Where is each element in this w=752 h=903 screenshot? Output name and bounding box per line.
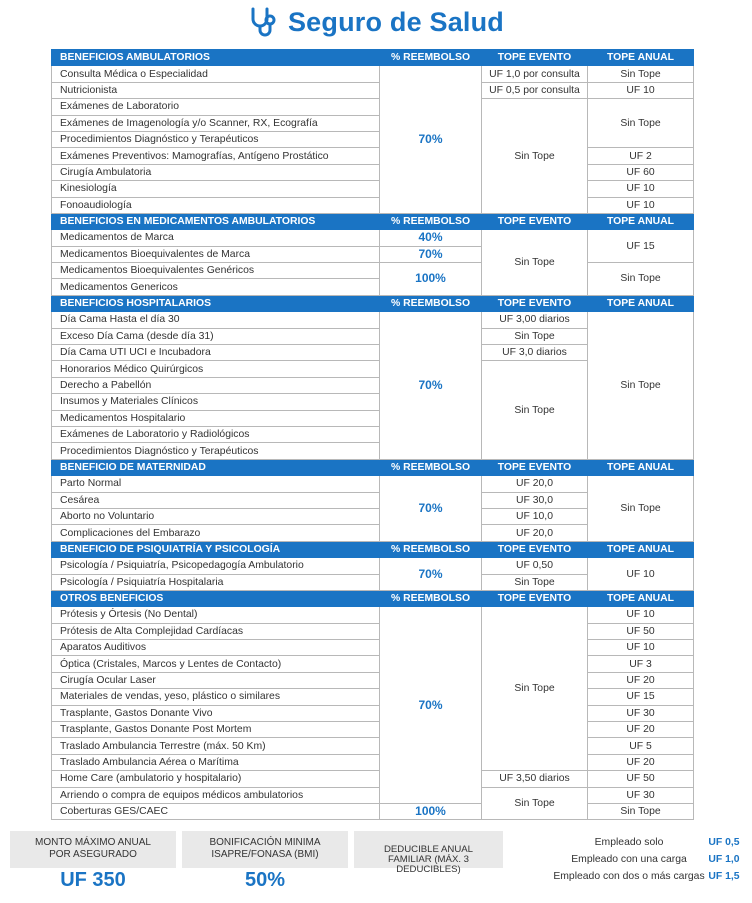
reembolso-value: 70% xyxy=(380,607,482,804)
section-header xyxy=(52,213,694,229)
tope-anual-value: UF 5 xyxy=(588,738,694,754)
tope-anual-value: Sin Tope xyxy=(588,99,694,148)
tope-evento-value: Sin Tope xyxy=(482,328,588,344)
tope-anual-value: UF 50 xyxy=(588,771,694,787)
column-header-reembolso: % REEMBOLSO xyxy=(380,459,482,475)
column-header-tope-evento: TOPE EVENTO xyxy=(482,541,588,557)
tope-evento-value: UF 0,5 por consulta xyxy=(482,82,588,98)
tope-anual-value: UF 10 xyxy=(588,82,694,98)
column-header-tope-anual: TOPE ANUAL xyxy=(588,459,694,475)
column-header-tope-anual: TOPE ANUAL xyxy=(588,590,694,606)
tope-evento-value: UF 20,0 xyxy=(482,476,588,492)
tope-anual-value: UF 3 xyxy=(588,656,694,672)
table-row xyxy=(52,66,694,82)
column-header-tope-anual: TOPE ANUAL xyxy=(588,50,694,66)
tope-anual-value: UF 10 xyxy=(588,181,694,197)
column-header-reembolso: % REEMBOLSO xyxy=(380,541,482,557)
monto-maximo-label: MONTO MÁXIMO ANUAL POR ASEGURADO xyxy=(35,837,151,860)
tope-anual-value: UF 60 xyxy=(588,164,694,180)
benefit-label: Exámenes Preventivos: Mamografías, Antígeno Prostático xyxy=(52,148,380,164)
reembolso-value: 70% xyxy=(380,476,482,542)
benefit-label: Medicamentos Genericos xyxy=(52,279,380,295)
benefit-label: Medicamentos Hospitalario xyxy=(52,410,380,426)
bonificacion-value: 50% xyxy=(244,869,286,891)
deducible-row-label: Empleado con dos o más cargas xyxy=(553,871,705,882)
tope-anual-value: UF 10 xyxy=(588,607,694,623)
benefit-label: Prótesis y Órtesis (No Dental) xyxy=(52,607,380,623)
bonificacion-box xyxy=(182,831,348,891)
deducible-row-value: UF 0,5 xyxy=(708,837,740,848)
benefit-label: Traslado Ambulancia Terrestre (máx. 50 Km) xyxy=(52,738,380,754)
table-row xyxy=(52,164,694,180)
column-header-reembolso: % REEMBOLSO xyxy=(380,50,482,66)
benefit-label: Traslado Ambulancia Aérea o Marítima xyxy=(52,754,380,770)
column-header-tope-evento: TOPE EVENTO xyxy=(482,295,588,311)
deducible-box xyxy=(354,831,503,875)
column-header-tope-evento: TOPE EVENTO xyxy=(482,590,588,606)
column-header-tope-evento: TOPE EVENTO xyxy=(482,459,588,475)
table-row xyxy=(52,230,694,246)
reembolso-value: 70% xyxy=(380,558,482,591)
tope-evento-value: UF 3,0 diarios xyxy=(482,345,588,361)
section-header xyxy=(52,541,694,557)
benefit-label: Materiales de vendas, yeso, plástico o similares xyxy=(52,689,380,705)
benefit-label: Honorarios Médico Quirúrgicos xyxy=(52,361,380,377)
deducible-label: DEDUCIBLE ANUAL FAMILIAR (MÁX. 3 DEDUCIBLES) xyxy=(383,844,474,875)
table-row xyxy=(52,558,694,574)
table-row xyxy=(52,689,694,705)
benefit-label: Complicaciones del Embarazo xyxy=(52,525,380,541)
reembolso-value: 70% xyxy=(380,66,482,214)
benefit-label: Prótesis de Alta Complejidad Cardíacas xyxy=(52,623,380,639)
column-header-tope-anual: TOPE ANUAL xyxy=(588,541,694,557)
tope-anual-value: UF 15 xyxy=(588,230,694,263)
reembolso-value: 100% xyxy=(380,803,482,819)
deducible-row-value: UF 1,0 xyxy=(708,854,740,865)
tope-anual-value: UF 15 xyxy=(588,689,694,705)
table-row xyxy=(52,476,694,492)
table-row xyxy=(52,312,694,328)
monto-maximo-box xyxy=(10,831,176,891)
page-title: Seguro de Salud xyxy=(287,6,505,37)
benefit-label: Exámenes de Laboratorio y Radiológicos xyxy=(52,426,380,442)
tope-anual-value: UF 30 xyxy=(588,705,694,721)
benefit-label: Procedimientos Diagnóstico y Terapéuticos xyxy=(52,443,380,459)
section-header xyxy=(52,590,694,606)
benefit-label: Parto Normal xyxy=(52,476,380,492)
deducible-row xyxy=(516,871,742,887)
page-header xyxy=(0,4,752,40)
benefit-label: Óptica (Cristales, Marcos y Lentes de Contacto) xyxy=(52,656,380,672)
benefit-label: Aborto no Voluntario xyxy=(52,508,380,524)
section-title: BENEFICIOS AMBULATORIOS xyxy=(52,50,380,66)
table-row xyxy=(52,148,694,164)
benefit-label: Arriendo o compra de equipos médicos ambulatorios xyxy=(52,787,380,803)
reembolso-value: 70% xyxy=(380,312,482,460)
benefit-label: Exceso Día Cama (desde día 31) xyxy=(52,328,380,344)
benefit-label: Medicamentos Bioequivalentes de Marca xyxy=(52,246,380,262)
table-row xyxy=(52,640,694,656)
tope-evento-value: UF 1,0 por consulta xyxy=(482,66,588,82)
column-header-reembolso: % REEMBOLSO xyxy=(380,590,482,606)
column-header-tope-anual: TOPE ANUAL xyxy=(588,295,694,311)
tope-anual-value: UF 2 xyxy=(588,148,694,164)
reembolso-value: 100% xyxy=(380,263,482,296)
benefit-label: Home Care (ambulatorio y hospitalario) xyxy=(52,771,380,787)
benefit-label: Kinesiología xyxy=(52,181,380,197)
benefit-label: Exámenes de Laboratorio xyxy=(52,99,380,115)
deducible-row xyxy=(516,854,742,870)
tope-anual-value: UF 20 xyxy=(588,672,694,688)
benefit-label: Aparatos Auditivos xyxy=(52,640,380,656)
tope-anual-value: UF 10 xyxy=(588,640,694,656)
tope-evento-value: Sin Tope xyxy=(482,607,588,771)
benefit-label: Insumos y Materiales Clínicos xyxy=(52,394,380,410)
tope-evento-value: UF 3,50 diarios xyxy=(482,771,588,787)
tope-evento-value: Sin Tope xyxy=(482,99,588,214)
benefit-label: Procedimientos Diagnóstico y Terapéuticos xyxy=(52,131,380,147)
bonificacion-label: BONIFICACIÓN MINIMA ISAPRE/FONASA (BMI) xyxy=(209,837,321,860)
deducible-table xyxy=(509,831,742,882)
tope-evento-value: Sin Tope xyxy=(482,787,588,820)
tope-anual-value: Sin Tope xyxy=(588,263,694,296)
benefit-label: Cesárea xyxy=(52,492,380,508)
benefit-label: Medicamentos de Marca xyxy=(52,230,380,246)
section-title: OTROS BENEFICIOS xyxy=(52,590,380,606)
section-title: BENEFICIOS EN MEDICAMENTOS AMBULATORIOS xyxy=(52,213,380,229)
benefit-label: Día Cama Hasta el día 30 xyxy=(52,312,380,328)
section-header xyxy=(52,50,694,66)
tope-anual-value: UF 10 xyxy=(588,197,694,213)
benefit-label: Consulta Médica o Especialidad xyxy=(52,66,380,82)
table-row xyxy=(52,197,694,213)
column-header-tope-evento: TOPE EVENTO xyxy=(482,50,588,66)
tope-evento-value: UF 0,50 xyxy=(482,558,588,574)
table-row xyxy=(52,82,694,98)
monto-maximo-value: UF 350 xyxy=(60,869,126,891)
table-row xyxy=(52,705,694,721)
deducible-row xyxy=(516,837,742,853)
deducible-row-label: Empleado solo xyxy=(594,837,664,848)
tope-evento-value: Sin Tope xyxy=(482,574,588,590)
column-header-reembolso: % REEMBOLSO xyxy=(380,213,482,229)
tope-evento-value: UF 20,0 xyxy=(482,525,588,541)
table-row xyxy=(52,672,694,688)
benefit-label: Derecho a Pabellón xyxy=(52,377,380,393)
benefit-label: Fonoaudiología xyxy=(52,197,380,213)
tope-anual-value: UF 30 xyxy=(588,787,694,803)
benefit-label: Nutricionista xyxy=(52,82,380,98)
table-row xyxy=(52,623,694,639)
table-row xyxy=(52,803,694,819)
section-title: BENEFICIOS HOSPITALARIOS xyxy=(52,295,380,311)
tope-anual-value: UF 50 xyxy=(588,623,694,639)
tope-evento-value: UF 3,00 diarios xyxy=(482,312,588,328)
deducible-row-value: UF 1,5 xyxy=(708,871,740,882)
benefit-label: Psicología / Psiquiatría, Psicopedagogía Ambulatorio xyxy=(52,558,380,574)
stethoscope-icon xyxy=(248,6,278,38)
table-row xyxy=(52,656,694,672)
benefits-table xyxy=(51,49,694,820)
benefit-label: Exámenes de Imagenología y/o Scanner, RX, Ecografía xyxy=(52,115,380,131)
reembolso-value: 70% xyxy=(380,246,482,262)
section-header xyxy=(52,295,694,311)
tope-anual-value: Sin Tope xyxy=(588,476,694,542)
table-row xyxy=(52,181,694,197)
section-title: BENEFICIO DE PSIQUIATRÍA Y PSICOLOGÍA xyxy=(52,541,380,557)
table-row xyxy=(52,722,694,738)
benefit-label: Medicamentos Bioequivalentes Genéricos xyxy=(52,263,380,279)
tope-evento-value: UF 30,0 xyxy=(482,492,588,508)
tope-anual-value: Sin Tope xyxy=(588,66,694,82)
table-row xyxy=(52,607,694,623)
benefit-label: Cirugía Ambulatoria xyxy=(52,164,380,180)
benefit-label: Psicología / Psiquiatría Hospitalaria xyxy=(52,574,380,590)
deducible-row-label: Empleado con una carga xyxy=(571,854,687,865)
table-row xyxy=(52,738,694,754)
tope-evento-value: Sin Tope xyxy=(482,361,588,459)
tope-evento-value: Sin Tope xyxy=(482,230,588,296)
tope-anual-value: Sin Tope xyxy=(588,803,694,819)
benefit-label: Trasplante, Gastos Donante Vivo xyxy=(52,705,380,721)
table-row xyxy=(52,771,694,787)
benefit-label: Día Cama UTI UCI e Incubadora xyxy=(52,345,380,361)
table-row xyxy=(52,754,694,770)
benefit-label: Coberturas GES/CAEC xyxy=(52,803,380,819)
section-header xyxy=(52,459,694,475)
table-row xyxy=(52,99,694,115)
benefit-label: Trasplante, Gastos Donante Post Mortem xyxy=(52,722,380,738)
section-title: BENEFICIO DE MATERNIDAD xyxy=(52,459,380,475)
column-header-tope-evento: TOPE EVENTO xyxy=(482,213,588,229)
table-row xyxy=(52,787,694,803)
column-header-tope-anual: TOPE ANUAL xyxy=(588,213,694,229)
tope-anual-value: UF 20 xyxy=(588,754,694,770)
tope-evento-value: UF 10,0 xyxy=(482,508,588,524)
reembolso-value: 40% xyxy=(380,230,482,246)
table-row xyxy=(52,263,694,279)
column-header-reembolso: % REEMBOLSO xyxy=(380,295,482,311)
benefit-label: Cirugía Ocular Laser xyxy=(52,672,380,688)
tope-anual-value: UF 20 xyxy=(588,722,694,738)
tope-anual-value: Sin Tope xyxy=(588,312,694,460)
tope-anual-value: UF 10 xyxy=(588,558,694,591)
